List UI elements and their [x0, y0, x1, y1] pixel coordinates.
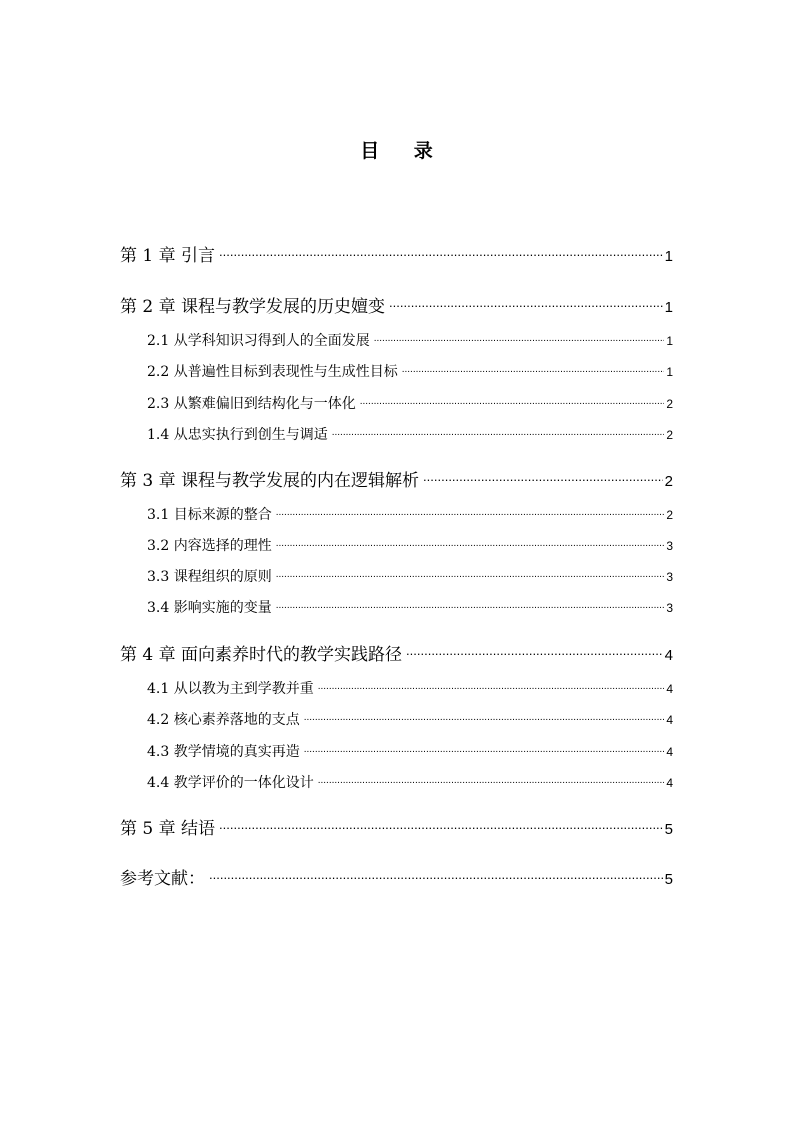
dot-leader [276, 566, 665, 586]
dot-leader [374, 330, 665, 350]
dot-leader [318, 772, 665, 792]
toc-entry-chapter-5[interactable] [120, 814, 673, 838]
toc-entry-label: 1.4 从忠实执行到创生与调适 [147, 427, 328, 443]
toc-entry-section-3-3[interactable] [147, 566, 673, 586]
toc-page-number: 1 [666, 365, 673, 379]
toc-entry-section-2-1[interactable] [147, 330, 673, 350]
dot-leader [406, 640, 663, 664]
toc-entry-label: 第 4 章 面向素养时代的教学实践路径 [120, 645, 403, 665]
dot-leader [209, 864, 663, 888]
toc-entry-chapter-4[interactable] [120, 640, 673, 664]
toc-page-number: 2 [666, 397, 673, 411]
dot-leader [318, 678, 665, 698]
toc-entry-chapter-1[interactable] [120, 241, 673, 265]
toc-page-number: 4 [666, 682, 673, 696]
toc-entry-section-4-4[interactable] [147, 772, 673, 792]
toc-entry-section-3-1[interactable] [147, 504, 673, 524]
toc-entry-label: 3.1 目标来源的整合 [147, 507, 272, 523]
toc-entry-section-4-3[interactable] [147, 741, 673, 761]
toc-entry-chapter-2[interactable] [120, 292, 673, 316]
toc-page-number: 1 [664, 248, 673, 265]
toc-entry-label: 第 1 章 引言 [120, 246, 216, 266]
toc-entry-label: 第 5 章 结语 [120, 819, 216, 839]
dot-leader [304, 709, 665, 729]
dot-leader [423, 466, 663, 490]
dot-leader [219, 241, 663, 265]
dot-leader [219, 814, 663, 838]
toc-entry-label: 4.3 教学情境的真实再造 [147, 744, 300, 760]
toc-page-number: 4 [664, 647, 673, 664]
toc-entry-label: 4.1 从以教为主到学教并重 [147, 681, 314, 697]
toc-title: 目 录 [360, 140, 447, 162]
toc-entry-label: 2.3 从繁难偏旧到结构化与一体化 [147, 396, 356, 412]
toc-entry-label: 4.4 教学评价的一体化设计 [147, 775, 314, 791]
dot-leader [276, 597, 665, 617]
toc-page-number: 5 [664, 871, 673, 888]
toc-page-number: 2 [664, 473, 673, 490]
toc-entry-section-2-2[interactable] [147, 361, 673, 381]
toc-entry-label: 2.2 从普遍性目标到表现性与生成性目标 [147, 364, 398, 380]
toc-page-number: 1 [666, 334, 673, 348]
toc-entry-section-1-4[interactable] [147, 424, 673, 444]
toc-entry-chapter-3[interactable] [120, 466, 673, 490]
toc-page-number: 1 [664, 299, 673, 316]
toc-entry-section-3-4[interactable] [147, 597, 673, 617]
dot-leader [304, 741, 665, 761]
toc-entry-section-3-2[interactable] [147, 535, 673, 555]
toc-entry-section-4-1[interactable] [147, 678, 673, 698]
dot-leader [276, 504, 665, 524]
toc-entry-label: 2.1 从学科知识习得到人的全面发展 [147, 333, 370, 349]
toc-page-number: 3 [666, 601, 673, 615]
toc-entry-label: 第 3 章 课程与教学发展的内在逻辑解析 [120, 471, 420, 491]
toc-page-number: 3 [666, 570, 673, 584]
toc-entry-label: 参考文献： [120, 869, 205, 889]
toc-page-number: 4 [666, 713, 673, 727]
dot-leader [332, 424, 665, 444]
toc-page-number: 5 [664, 821, 673, 838]
toc-page-number: 2 [666, 508, 673, 522]
toc-entry-label: 3.2 内容选择的理性 [147, 538, 272, 554]
dot-leader [389, 292, 663, 316]
toc-entry-section-4-2[interactable] [147, 709, 673, 729]
dot-leader [276, 535, 665, 555]
dot-leader [360, 393, 665, 413]
toc-entry-label: 第 2 章 课程与教学发展的历史嬗变 [120, 297, 386, 317]
toc-entry-references[interactable] [120, 864, 673, 888]
dot-leader [402, 361, 665, 381]
toc-page-number: 4 [666, 745, 673, 759]
toc-page-number: 2 [666, 428, 673, 442]
toc-entry-label: 3.3 课程组织的原则 [147, 569, 272, 585]
toc-entry-label: 4.2 核心素养落地的支点 [147, 712, 300, 728]
toc-page-number: 4 [666, 776, 673, 790]
toc-entry-label: 3.4 影响实施的变量 [147, 600, 272, 616]
toc-page-number: 3 [666, 539, 673, 553]
toc-entry-section-2-3[interactable] [147, 393, 673, 413]
